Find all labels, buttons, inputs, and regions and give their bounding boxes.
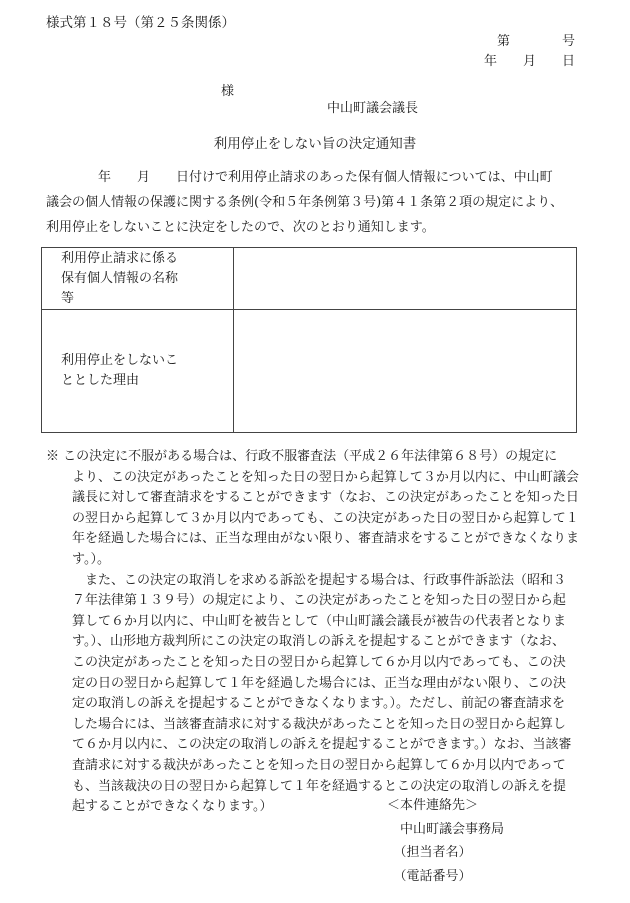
contact-office: 中山町議会事務局 (387, 821, 505, 837)
label-line: ととした理由 (61, 373, 140, 388)
contact-block (387, 794, 504, 888)
note-line: 査請求に対する裁決があったことを知った日の翌日から起算して６か月以内であって (46, 757, 566, 773)
label-line: 利用停止請求に係る (61, 250, 179, 266)
reason-value (234, 310, 577, 433)
addressee: 様 (221, 84, 235, 99)
contact-phone: （電話番号） (387, 868, 472, 884)
table-row (42, 310, 577, 433)
note-line: す。）、山形地方裁判所にこの決定の取消しの訴えを提起することができます（なお、 (46, 634, 565, 650)
contact-person: （担当者名） (387, 845, 472, 860)
contact-heading: ＜本件連絡先＞ (387, 798, 479, 813)
info-name-label (42, 248, 234, 310)
note-line: ７年法律第１３９号）の規定により、この決定があったことを知った日の翌日から起 (46, 593, 566, 609)
intro-paragraph (46, 165, 588, 240)
note-line: 定の取消しの訴えを提起することができなくなります。）。ただし、前記の審査請求を (46, 696, 565, 712)
sender: 中山町議会議長 (327, 101, 419, 116)
note-line: した場合には、当該審査請求に対する裁決があったことを知った日の翌日から起算し (46, 716, 566, 732)
note-line: も、当該裁決の日の翌日から起算して１年を経過するとこの決定の取消しの訴えを提 (46, 778, 567, 794)
note-line: 起することができなくなります。） (46, 799, 273, 815)
note-line: より、この決定があったことを知った日の翌日から起算して３か月以内に、中山町議会 (46, 469, 579, 485)
appeal-notes (46, 447, 594, 818)
reason-label (42, 310, 234, 433)
label-line: 等 (61, 290, 75, 306)
intro-line: 年 月 日付けで利用停止請求のあった保有個人情報については、中山町 (46, 170, 553, 185)
label-line: 保有個人情報の名称 (61, 270, 179, 286)
note-line: て６か月以内に、この決定の取消しの訴えを提起することができます。）なお、当該審 (46, 737, 572, 753)
document-number: 第 号 (497, 34, 576, 49)
note-line: ※ この決定に不服がある場合は、行政不服審査法（平成２６年法律第６８号）の規定に (46, 449, 558, 464)
note-line: の翌日から起算して３か月以内であっても、この決定があった日の翌日から起算して１ (46, 510, 579, 526)
note-line: 年を経過した場合には、正当な理由がない限り、審査請求をすることができなくなりま (46, 531, 580, 547)
note-line: 定の日の翌日から起算して１年を経過した場合には、正当な理由がない限り、この決 (46, 675, 567, 691)
info-table (41, 247, 577, 433)
document-date: 年 月 日 (484, 54, 576, 69)
intro-line: 議会の個人情報の保護に関する条例(令和５年条例第３号)第４１条第２項の規定により、 (46, 195, 564, 210)
label-line: 利用停止をしないこ (61, 353, 179, 368)
note-line: また、この決定の取消しを求める訴訟を提起する場合は、行政事件訴訟法（昭和３ (46, 572, 567, 588)
info-name-value (234, 248, 577, 310)
note-line: 議長に対して審査請求をすることができます（なお、この決定があったことを知った日 (46, 490, 579, 506)
document-title: 利用停止をしない旨の決定通知書 (213, 136, 417, 152)
table-row (42, 248, 577, 310)
note-line: す。）。 (46, 551, 110, 567)
note-line: 算して６か月以内に、中山町を被告として（中山町議会議長が被告の代表者となりま (46, 613, 567, 629)
note-line: この決定があったことを知った日の翌日から起算して６か月以内であっても、この決 (46, 654, 566, 670)
form-number: 様式第１８号（第２５条関係） (46, 15, 235, 31)
intro-line: 利用停止をしないことに決定をしたので、次のとおり通知します。 (46, 220, 435, 235)
